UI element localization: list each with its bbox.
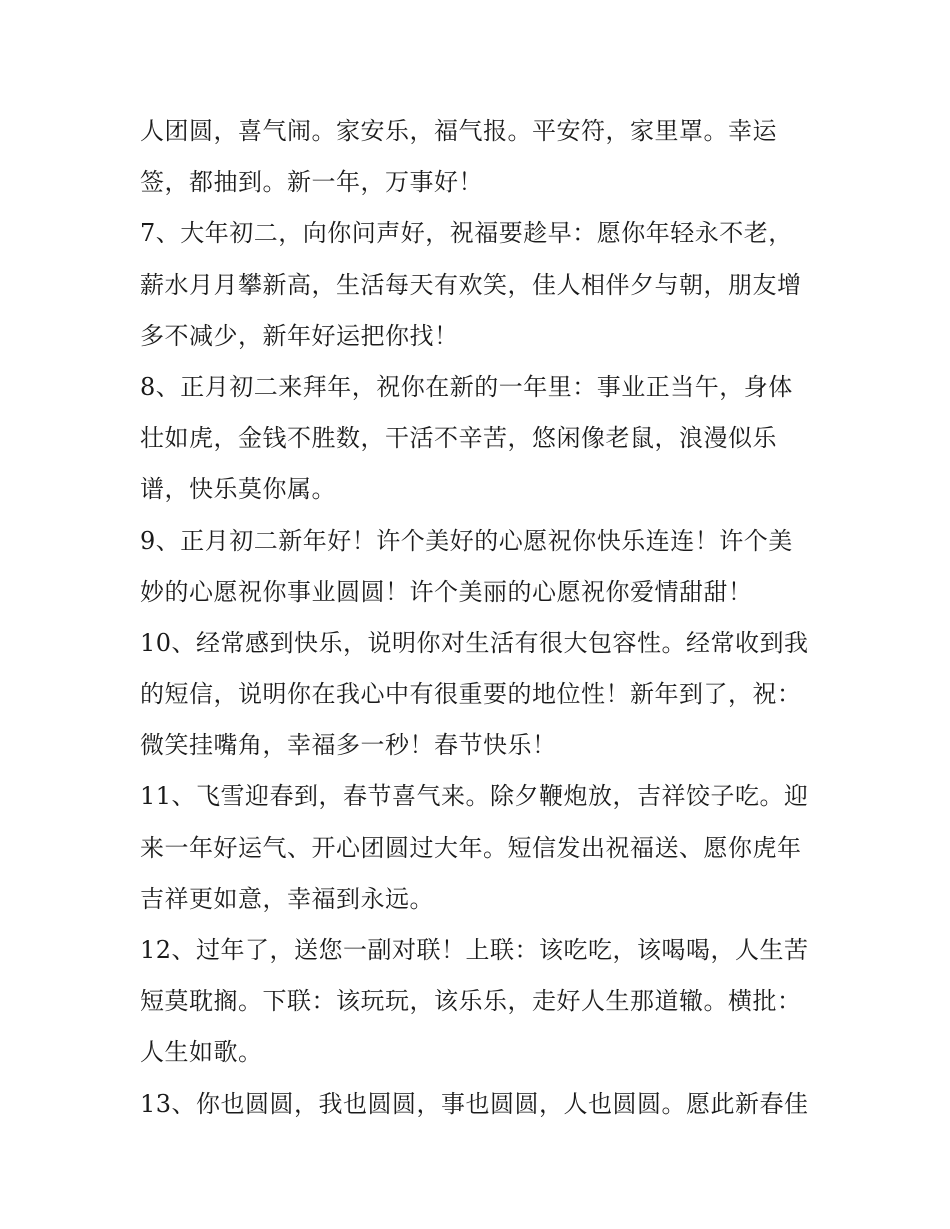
text-line: 妙的心愿祝你事业圆圆！许个美丽的心愿祝你爱情甜甜！ (140, 577, 753, 606)
text-line: 壮如虎，金钱不胜数，干活不辛苦，悠闲像老鼠，浪漫似乐 (140, 424, 777, 453)
text-line: 10、经常感到快乐，说明你对生活有很大包容性。经常收到我 (140, 628, 809, 657)
text-line: 8、正月初二来拜年，祝你在新的一年里：事业正当午，身体 (140, 372, 793, 401)
text-line: 的短信，说明你在我心中有很重要的地位性！新年到了，祝： (140, 680, 802, 709)
text-line: 微笑挂嘴角，幸福多一秒！春节快乐！ (140, 731, 557, 760)
text-line: 来一年好运气、开心团圆过大年。短信发出祝福送、愿你虎年 (140, 833, 802, 862)
text-line: 短莫耽搁。下联：该玩玩，该乐乐，走好人生那道辙。横批： (140, 987, 802, 1016)
text-line: 9、正月初二新年好！许个美好的心愿祝你快乐连连！许个美 (140, 526, 793, 555)
text-line: 人团圆，喜气闹。家安乐，福气报。平安符，家里罩。幸运 (140, 117, 777, 145)
text-line: 签，都抽到。新一年，万事好！ (140, 168, 483, 197)
text-line: 多不减少，新年好运把你找！ (140, 321, 459, 350)
document-body (140, 106, 830, 1130)
text-line: 12、过年了，送您一副对联！上联：该吃吃，该喝喝，人生苦 (140, 936, 809, 964)
text-line: 人生如歌。 (140, 1038, 263, 1067)
text-line: 11、飞雪迎春到，春节喜气来。除夕鞭炮放，吉祥饺子吃。迎 (140, 782, 809, 811)
text-line: 薪水月月攀新高，生活每天有欢笑，佳人相伴夕与朝，朋友增 (140, 270, 802, 299)
text-line: 吉祥更如意，幸福到永远。 (140, 884, 434, 913)
text-line: 13、你也圆圆，我也圆圆，事也圆圆，人也圆圆。愿此新春佳 (140, 1089, 809, 1118)
text-line: 7、大年初二，向你问声好，祝福要趁早：愿你年轻永不老， (140, 219, 793, 248)
text-line: 谱，快乐莫你属。 (140, 475, 336, 504)
